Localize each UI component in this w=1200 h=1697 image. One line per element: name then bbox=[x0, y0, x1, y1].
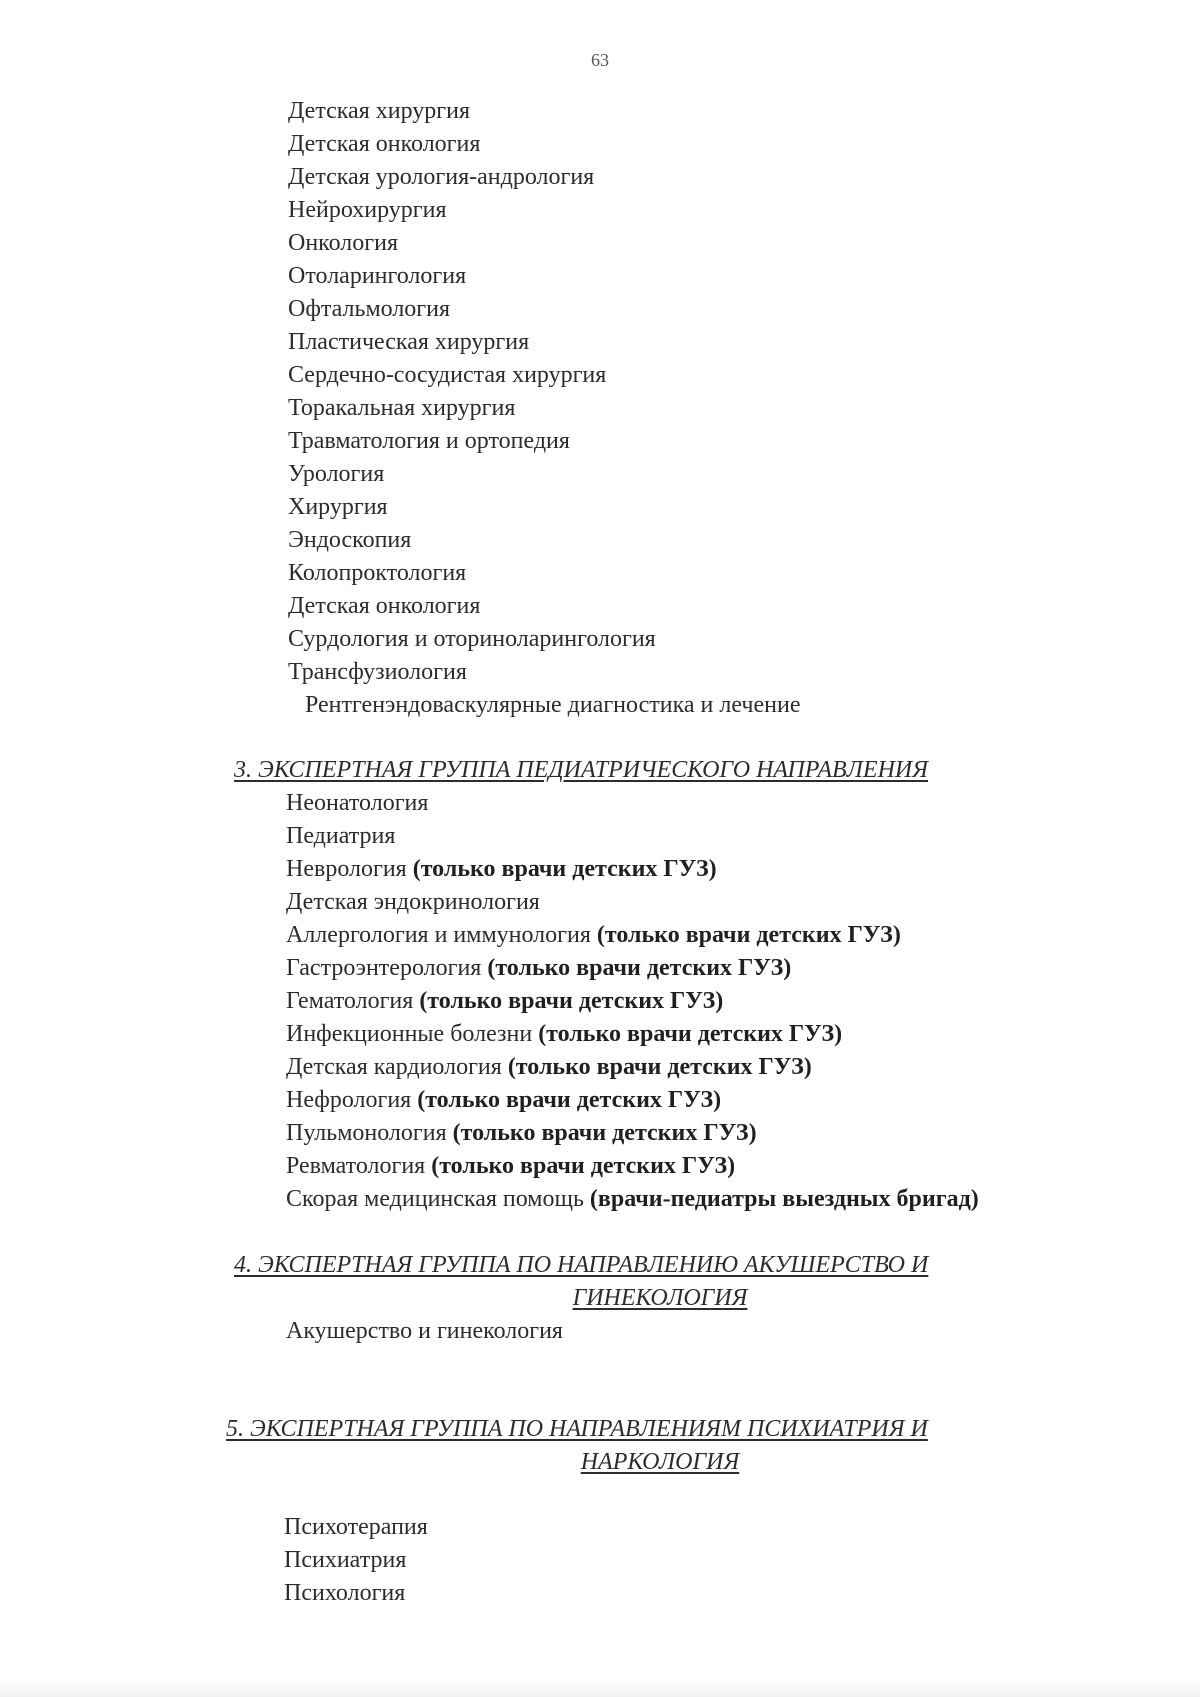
item-note: (только врачи детских ГУЗ) bbox=[412, 856, 717, 882]
list-item bbox=[286, 1118, 757, 1148]
list-item: Хирургия bbox=[288, 494, 388, 520]
list-item: Детская онкология bbox=[288, 593, 481, 619]
list-item: Рентгенэндоваскулярные диагностика и лечение bbox=[305, 692, 801, 718]
item-text: Неврология bbox=[286, 856, 413, 882]
item-note: (только врачи детских ГУЗ) bbox=[538, 1021, 843, 1047]
item-note: (только врачи детских ГУЗ) bbox=[507, 1054, 812, 1080]
item-text: Нефрология bbox=[286, 1087, 418, 1113]
item-text: Аллергология и иммунология bbox=[286, 922, 597, 948]
list-item bbox=[286, 1019, 842, 1049]
list-item bbox=[286, 788, 428, 818]
section5-heading-line2: НАРКОЛОГИЯ bbox=[580, 1449, 740, 1475]
list-item: Эндоскопия bbox=[288, 527, 412, 553]
list-item bbox=[286, 1184, 979, 1214]
list-item: Детская урология-андрология bbox=[288, 164, 595, 190]
scan-edge bbox=[0, 1679, 1200, 1697]
list-item bbox=[286, 1085, 721, 1115]
item-note: (только врачи детских ГУЗ) bbox=[431, 1153, 736, 1179]
list-item bbox=[286, 1052, 812, 1082]
item-text: Детская кардиология bbox=[286, 1054, 508, 1080]
item-note: (только врачи детских ГУЗ) bbox=[419, 988, 724, 1014]
section4-heading-line2: ГИНЕКОЛОГИЯ bbox=[572, 1285, 748, 1311]
list-item bbox=[286, 953, 791, 983]
item-text: Педиатрия bbox=[286, 823, 396, 849]
list-item: Урология bbox=[288, 461, 385, 487]
list-item: Пластическая хирургия bbox=[288, 329, 530, 355]
item-note: (только врачи детских ГУЗ) bbox=[452, 1120, 757, 1146]
list-item: Сурдология и оториноларингология bbox=[288, 626, 656, 652]
list-item bbox=[286, 854, 717, 884]
item-text: Пульмонология bbox=[286, 1120, 453, 1146]
item-text: Ревматология bbox=[286, 1153, 432, 1179]
list-item: Офтальмология bbox=[288, 296, 451, 322]
list-item: Колопроктология bbox=[288, 560, 467, 586]
list-item: Психология bbox=[284, 1580, 406, 1606]
item-text: Неонатология bbox=[286, 790, 429, 816]
list-item: Нейрохирургия bbox=[288, 197, 447, 223]
list-item: Отоларингология bbox=[288, 263, 467, 289]
section4-heading-line1: 4. ЭКСПЕРТНАЯ ГРУППА ПО НАПРАВЛЕНИЮ АКУШЕРСТВО И bbox=[234, 1252, 929, 1278]
item-text: Гематология bbox=[286, 988, 420, 1014]
list-item: Торакальная хирургия bbox=[288, 395, 516, 421]
list-item bbox=[286, 887, 540, 917]
section3-heading: 3. ЭКСПЕРТНАЯ ГРУППА ПЕДИАТРИЧЕСКОГО НАПРАВЛЕНИЯ bbox=[234, 757, 929, 783]
list-item bbox=[286, 920, 901, 950]
item-note: (только врачи детских ГУЗ) bbox=[487, 955, 792, 981]
section5-heading-line1: 5. ЭКСПЕРТНАЯ ГРУППА ПО НАПРАВЛЕНИЯМ ПСИХИАТРИЯ И bbox=[226, 1416, 928, 1442]
item-text: Гастроэнтерология bbox=[286, 955, 488, 981]
item-note: (только врачи детских ГУЗ) bbox=[596, 922, 901, 948]
list-item bbox=[286, 1151, 735, 1181]
list-item: Трансфузиология bbox=[288, 659, 467, 685]
item-note: (врачи-педиатры выездных бригад) bbox=[589, 1186, 979, 1212]
list-item: Сердечно-сосудистая хирургия bbox=[288, 362, 607, 388]
list-item: Онкология bbox=[288, 230, 399, 256]
item-text: Инфекционные болезни bbox=[286, 1021, 539, 1047]
list-item: Акушерство и гинекология bbox=[286, 1318, 563, 1344]
item-text: Детская эндокринология bbox=[286, 889, 540, 915]
list-item: Психотерапия bbox=[284, 1514, 428, 1540]
list-item: Травматология и ортопедия bbox=[288, 428, 570, 454]
item-note: (только врачи детских ГУЗ) bbox=[417, 1087, 722, 1113]
list-item: Психиатрия bbox=[284, 1547, 407, 1573]
page-number: 63 bbox=[591, 50, 609, 70]
list-item bbox=[286, 821, 395, 851]
list-item: Детская онкология bbox=[288, 131, 481, 157]
list-item bbox=[286, 986, 723, 1016]
item-text: Скорая медицинская помощь bbox=[286, 1186, 590, 1212]
list-item: Детская хирургия bbox=[288, 98, 470, 124]
